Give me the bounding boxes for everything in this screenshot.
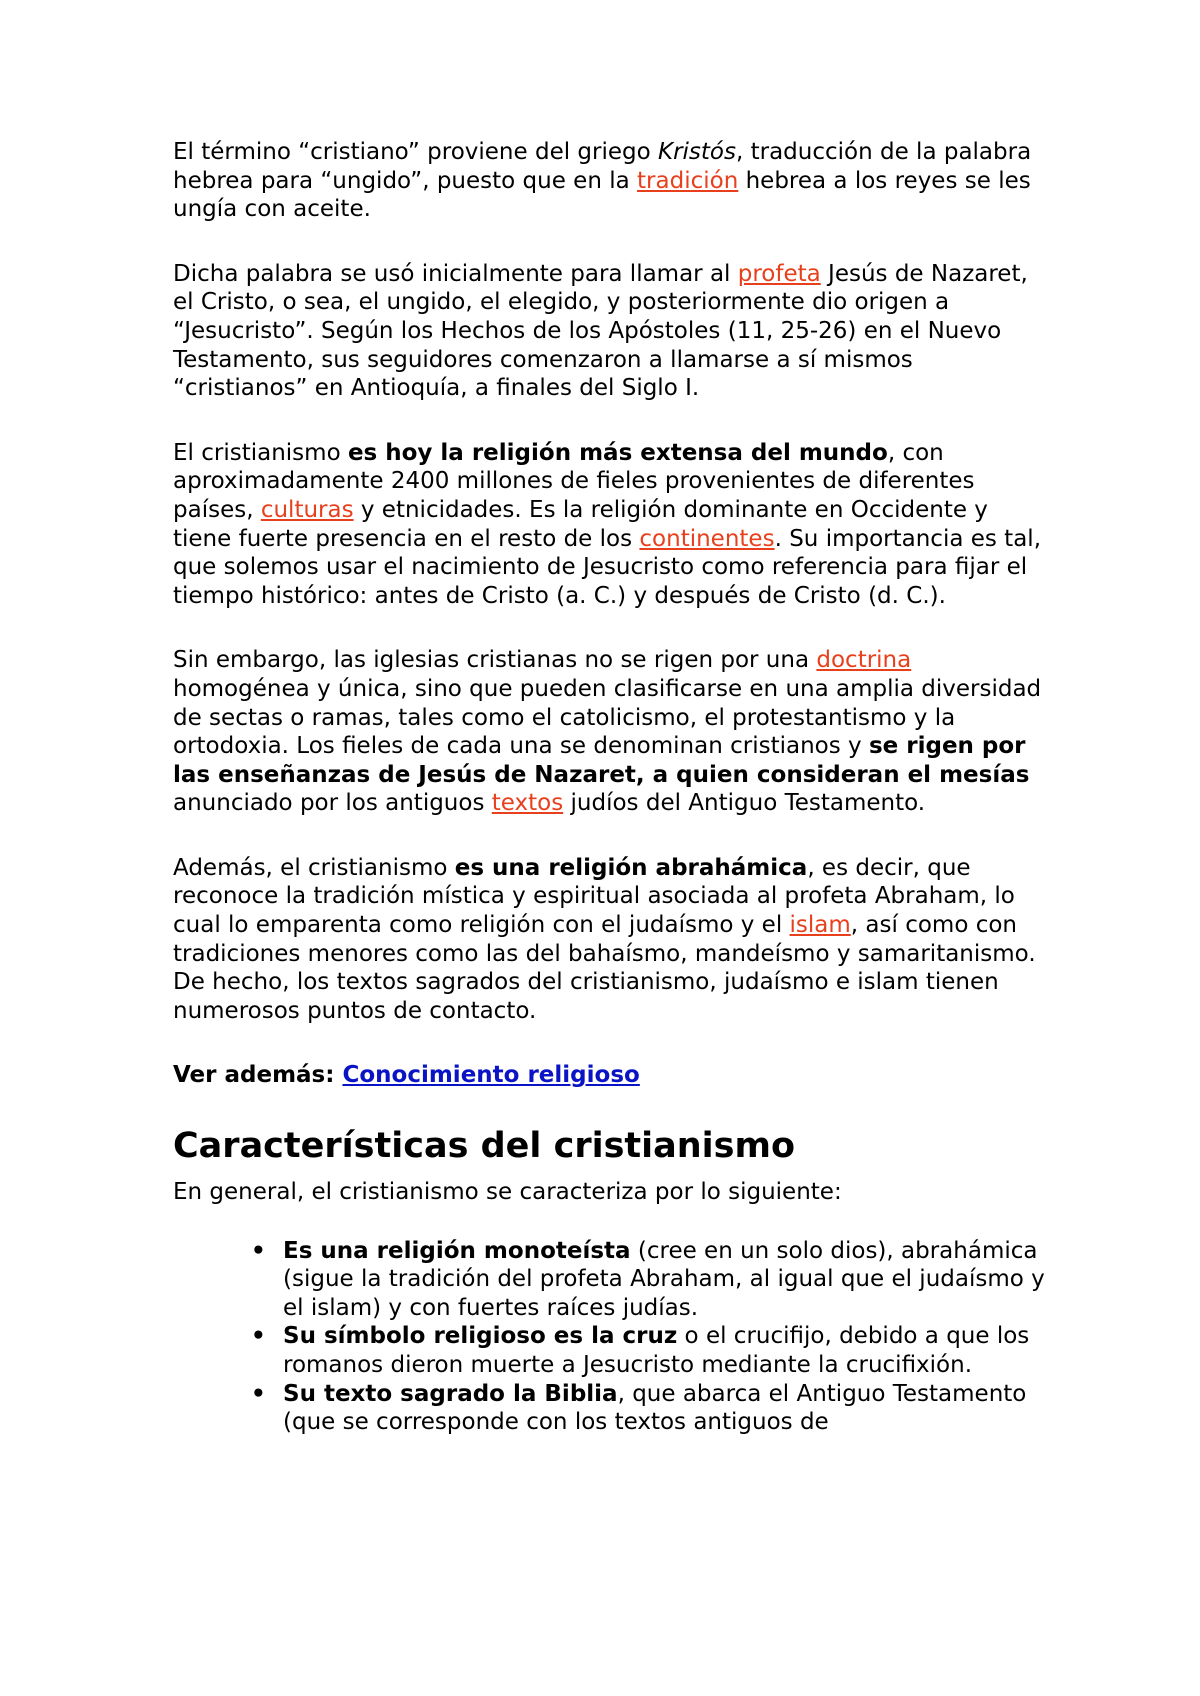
text-run: , con aproximadamente 2400 millones de fieles provenientes de diferentes países, <box>173 439 975 523</box>
bold-text: Es una religión monoteísta <box>283 1237 631 1264</box>
characteristics-list <box>173 1237 1053 1437</box>
text-run: judíos del Antiguo Testamento. <box>563 790 926 817</box>
text-run: El término “cristiano” proviene del griego <box>173 139 658 165</box>
link-culturas[interactable]: culturas <box>260 496 354 523</box>
text-run: homogénea y única, sino que pueden clasificarse en una amplia diversidad de sectas o ramas, tales como el catolicismo, el protestantismo y la ortodoxia. Los fieles de cada una se denominan cristianos y <box>173 675 1042 760</box>
paragraph-abrahamic <box>173 854 1053 1026</box>
italic-term: Kristós <box>658 139 736 165</box>
section-intro: En general, el cristianismo se caracteriza por lo siguiente: <box>173 1179 842 1206</box>
list-item <box>251 1380 1053 1437</box>
document-body <box>173 138 1053 1437</box>
text-run: hebrea a los reyes se les ungía con aceite. <box>173 167 1031 223</box>
bold-text: Su símbolo religioso es la cruz <box>283 1323 678 1350</box>
bold-text: Su texto sagrado la Biblia <box>283 1380 618 1407</box>
list-item <box>251 1237 1053 1323</box>
text-run: Jesús de Nazaret, el Cristo, o sea, el ungido, el elegido, y posteriormente dio origen a “Jesucristo”. Según los Hechos de los Apóstoles (11, 25-26) en el Nuevo Testamento, sus seguidores comenzaron a llamarse a sí mismos “cristianos” en Antioquía, a finales del Siglo I. <box>173 260 1028 402</box>
text-run: (cree en un solo dios), abrahámica (sigue la tradición del profeta Abraham, al igual que el judaísmo y el islam) y con fuertes raíces judías. <box>283 1237 1045 1321</box>
text-run: Sin embargo, las iglesias cristianas no se rigen por una <box>173 647 817 674</box>
link-textos[interactable]: textos <box>491 790 564 817</box>
link-conocimiento-religioso[interactable]: Conocimiento religioso <box>342 1062 640 1089</box>
text-run: , que abarca el Antiguo Testamento (que se corresponde con los textos antiguos de <box>283 1380 1027 1436</box>
bullet-icon: • <box>251 1323 266 1350</box>
section-heading: Características del cristianismo <box>173 1126 796 1167</box>
link-profeta[interactable]: profeta <box>737 260 821 287</box>
bold-text: es hoy la religión más extensa del mundo <box>347 439 888 466</box>
bullet-icon: • <box>251 1380 266 1407</box>
paragraph-origin <box>173 138 1053 224</box>
bold-text: es una religión abrahámica <box>454 854 808 881</box>
text-run: , así como con tradiciones menores como las del bahaísmo, mandeísmo y samaritanismo. De hecho, los textos sagrados del cristianismo, judaísmo e islam tienen numerosos puntos de contacto. <box>173 912 1036 1024</box>
text-run: Dicha palabra se usó inicialmente para llamar al <box>173 260 738 287</box>
link-tradicion[interactable]: tradición <box>637 167 739 194</box>
text-run: , es decir, que reconoce la tradición mística y espiritual asociada al profeta Abraham, lo cual lo emparenta como religión con el judaísmo y el <box>173 854 1015 939</box>
text-run: y etnicidades. Es la religión dominante en Occidente y tiene fuerte presencia en el resto de los <box>173 496 988 552</box>
paragraph-usage <box>173 260 1053 403</box>
paragraph-extent <box>173 439 1053 611</box>
text-run: , traducción de la palabra hebrea para “ungido”, puesto que en la <box>173 139 1032 194</box>
link-continentes[interactable]: continentes <box>639 525 775 552</box>
text-run: Además, el cristianismo <box>173 854 455 881</box>
bold-text: se rigen por las enseñanzas de Jesús de Nazaret, a quien consideran el mesías <box>173 733 1030 788</box>
text-run: o el crucifijo, debido a que los romanos dieron muerte a Jesucristo mediante la crucifixión. <box>283 1323 1030 1378</box>
see-also <box>173 1061 1053 1090</box>
link-islam[interactable]: islam <box>789 912 851 939</box>
bullet-icon: • <box>251 1237 266 1264</box>
link-doctrina[interactable]: doctrina <box>816 647 912 674</box>
text-run: . Su importancia es tal, que solemos usar el nacimiento de Jesucristo como referencia para fijar el tiempo histórico: antes de Cristo (a. C.) y después de Cristo (d. C.). <box>173 525 1041 609</box>
text-run: El cristianismo <box>173 439 348 466</box>
list-item <box>251 1322 1053 1379</box>
paragraph-churches <box>173 646 1053 818</box>
see-also-label: Ver además: <box>173 1062 343 1089</box>
text-run: anunciado por los antiguos <box>173 790 492 817</box>
